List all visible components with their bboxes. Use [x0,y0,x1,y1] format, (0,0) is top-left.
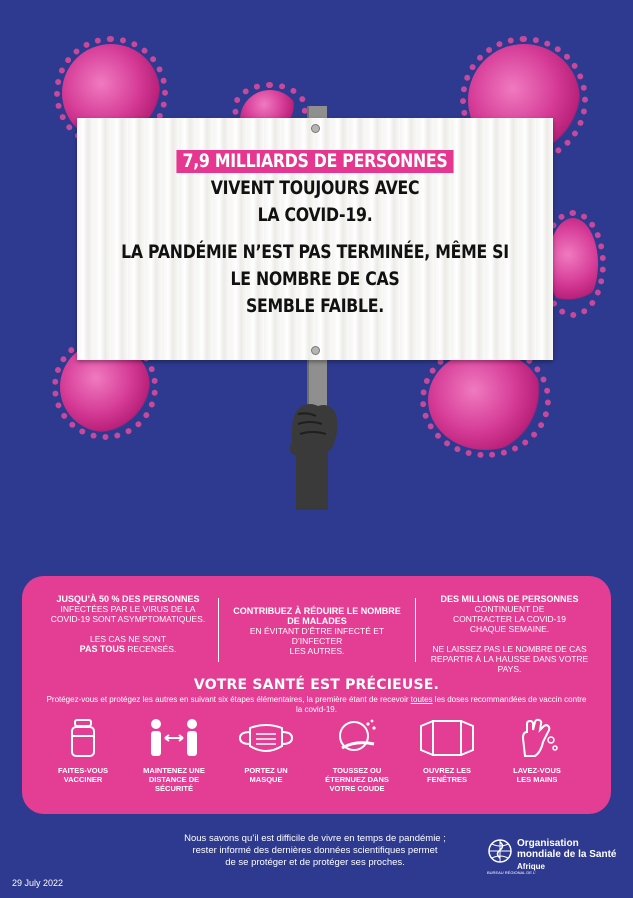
info-column-asymptomatic [48,594,208,654]
hand-icon [282,392,342,510]
step-label: OUVREZ LES FENÊTRES [423,766,471,784]
step-cough [318,718,396,793]
step-wash-hands [498,718,576,784]
protest-sign [77,118,553,360]
screw-icon [311,346,320,355]
col-text: COVID-19 SONT ASYMPTOMATIQUES. [50,614,206,624]
who-name-line: mondiale de la Santé [517,849,617,860]
col-text-bold: PAS TOUS [79,644,125,654]
step-vaccinate [44,718,122,784]
step-mask [227,718,305,784]
face-mask-icon [236,718,296,758]
vaccine-vial-icon [65,718,101,758]
step-label: LAVEZ-VOUS LES MAINS [513,766,561,784]
step-label: MAINTENEZ UNE DISTANCE DE SÉCURITÉ [143,766,205,793]
headline-line: LE NOMBRE DE CAS [230,269,400,290]
col-text: CONTRACTER LA COVID-19 [453,614,566,624]
step-distance [135,718,213,793]
who-name-line: Organisation [517,838,579,849]
col-text: NE LAISSEZ PAS LE NOMBRE DE CAS [432,644,587,654]
col-heading: CONTRIBUEZ À RÉDUIRE LE NOMBRE DE MALADES [233,606,401,626]
col-heading: DES MILLIONS DE PERSONNES [440,594,579,604]
col-text: RECENSÉS. [127,644,177,654]
virus-illustration [428,350,543,450]
info-column-reduce [227,606,407,656]
headline-line: SEMBLE FAIBLE. [245,296,385,317]
info-column-millions [422,594,597,674]
slogan: VOTRE SANTÉ EST PRÉCIEUSE. [193,677,440,693]
footer-message [170,833,460,869]
divider [218,598,219,662]
step-label: FAITES-VOUS VACCINER [57,766,108,784]
col-text: CHAQUE SEMAINE. [469,624,550,634]
who-small: BUREAU RÉGIONAL DE L’ [487,870,536,875]
subtext-underlined: toutes [410,695,433,704]
who-logo [487,836,622,880]
col-text: CONTINUENT DE [474,604,545,614]
step-windows [408,718,486,784]
cough-elbow-icon [334,718,380,758]
date: 29 July 2022 [12,878,64,888]
headline-highlight: 7,9 MILLIARDS DE PERSONNES [177,150,454,173]
divider [415,598,416,662]
footer-line: de se protéger et de protéger ses proches. [225,857,405,868]
footer-line: Nous savons qu’il est difficile de vivre en temps de pandémie ; [184,833,446,844]
who-region: Afrique [517,862,545,871]
subtext [46,695,587,715]
headline-line: LA PANDÉMIE N’EST PAS TERMINÉE, MÊME SI [121,242,509,263]
col-text: EN ÉVITANT D’ÊTRE INFECTÉ ET D’INFECTER [249,626,385,646]
who-emblem-icon [487,838,513,864]
col-text: REPARTIR À LA HAUSSE DANS VOTRE [430,654,589,664]
footer-line: rester informé des dernières données scientifiques permet [192,845,438,856]
col-text: PAYS. [497,664,522,674]
subtext-part: les doses recommandées de vaccin contre la covid-19. [296,695,587,714]
sign-headline [113,148,518,320]
wash-hands-icon [515,718,559,758]
social-distance-icon [148,718,200,758]
col-text: INFECTÉES PAR LE VIRUS DE LA [60,604,196,614]
subtext-part: Protégez-vous et protégez les autres en suivant six étapes élémentaires, la première étant de recevoir [46,695,411,704]
step-label: PORTEZ UN MASQUE [244,766,288,784]
col-heading: JUSQU’À 50 % DES PERSONNES [56,594,200,604]
screw-icon [311,124,320,133]
col-text: LES AUTRES. [289,646,345,656]
col-text: LES CAS NE SONT [89,634,167,644]
headline-line: LA COVID-19. [257,205,373,226]
info-panel [22,576,611,814]
step-label: TOUSSEZ OU ÉTERNUEZ DANS VOTRE COUDE [325,766,389,793]
virus-illustration [548,218,598,310]
who-name [517,838,616,860]
open-window-icon [419,718,475,758]
headline-line: VIVENT TOUJOURS AVEC [210,178,420,199]
